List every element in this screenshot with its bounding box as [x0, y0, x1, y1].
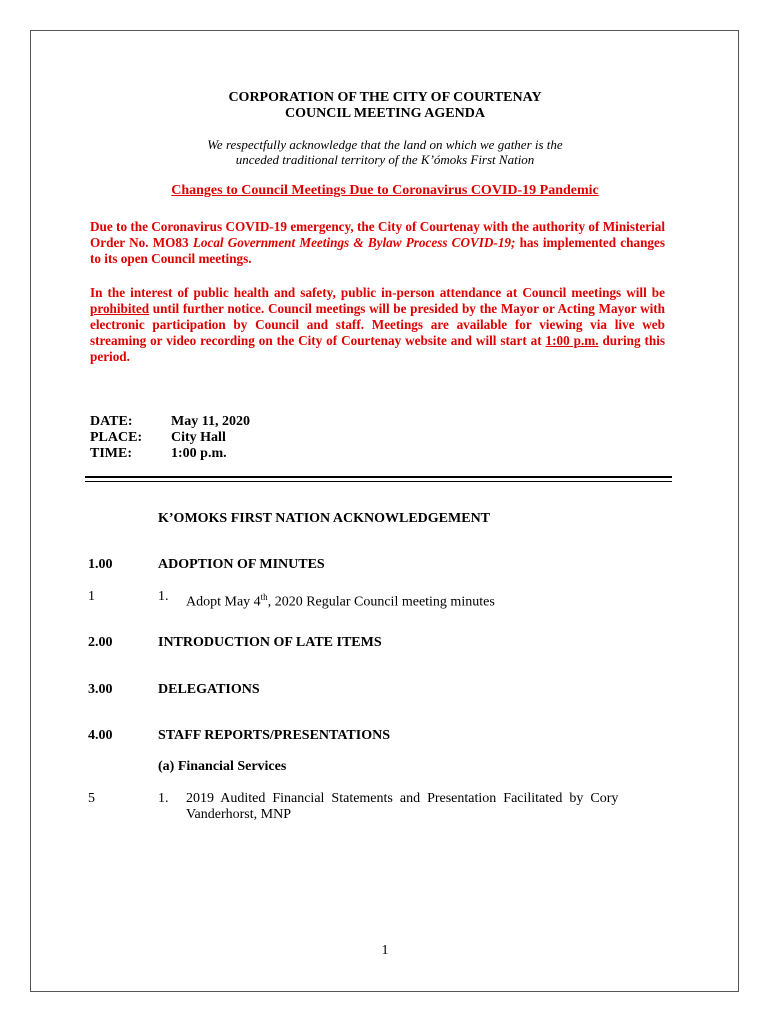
section-title: DELEGATIONS	[158, 682, 260, 697]
section-title: ADOPTION OF MINUTES	[158, 557, 325, 572]
ack-line-1: We respectfully acknowledge that the land on which we gather is the	[207, 137, 563, 152]
minutes-text-before: Adopt May 4	[186, 594, 261, 610]
minutes-text-sup: th	[260, 592, 268, 602]
covid-notice-heading: Changes to Council Meetings Due to Coronavirus COVID-19 Pandemic	[171, 183, 599, 198]
minutes-item-text	[186, 589, 495, 611]
start-time: 1:00 p.m.	[545, 333, 599, 348]
prohibited-word: prohibited	[90, 301, 150, 316]
divider-thin	[85, 481, 672, 482]
meeting-info-values	[171, 414, 250, 462]
section-title: STAFF REPORTS/PRESENTATIONS	[158, 728, 390, 743]
document-title	[0, 90, 770, 122]
place-value: City Hall	[171, 430, 226, 445]
para2-c: during this period.	[90, 333, 666, 364]
page-number: 1	[381, 943, 389, 958]
date-value: May 11, 2020	[171, 414, 250, 429]
financial-item-line-1: 2019 Audited Financial Statements and Presentation Facilitated by Cory	[186, 791, 619, 806]
section-number: 4.00	[88, 728, 113, 743]
header-line-2: COUNCIL MEETING AGENDA	[285, 106, 485, 121]
land-acknowledgement	[0, 137, 770, 167]
para1-start: Due to the Coronavirus COVID-19 emergency, the City of Courtenay with the authority of Ministerial Order No. MO83	[90, 219, 665, 250]
divider-thick	[85, 476, 672, 478]
financial-item-line-2: Vanderhorst, MNP	[186, 807, 291, 822]
time-label: TIME:	[90, 446, 132, 461]
para2-b: until further notice. Council meetings will be presided by the Mayor or Acting Mayor with electronic participation by Council and staff. Meetings are available for viewing via live web streaming or video recording on the City of Courtenay website and will start at	[90, 301, 665, 348]
kfn-acknowledgement-heading: K’OMOKS FIRST NATION ACKNOWLEDGEMENT	[158, 511, 491, 526]
para1-italic: Local Government Meetings & Bylaw Process COVID-19;	[192, 235, 516, 250]
section-number: 3.00	[88, 682, 113, 697]
section-title: INTRODUCTION OF LATE ITEMS	[158, 635, 382, 650]
ack-line-2: unceded traditional territory of the K’ómoks First Nation	[235, 152, 535, 167]
time-value: 1:00 p.m.	[171, 446, 227, 461]
item-page-number: 5	[88, 791, 95, 806]
covid-notice-paragraph-1	[90, 219, 665, 267]
meeting-info-labels	[90, 414, 142, 462]
item-page-number: 1	[88, 589, 95, 604]
minutes-text-after: , 2020 Regular Council meeting minutes	[267, 594, 495, 610]
para1-end: has implemented changes to its open Council meetings.	[90, 235, 665, 266]
para2-a: In the interest of public health and safety, public in-person attendance at Council meetings will be	[90, 285, 665, 300]
covid-notice-paragraph-2	[90, 285, 665, 365]
section-number: 2.00	[88, 635, 113, 650]
minutes-item-number: 1.	[158, 589, 169, 604]
header-line-1: CORPORATION OF THE CITY OF COURTENAY	[228, 90, 542, 105]
date-label: DATE:	[90, 414, 133, 429]
financial-item-number: 1.	[158, 791, 169, 806]
financial-services-subheading: (a) Financial Services	[158, 759, 287, 774]
section-number: 1.00	[88, 557, 113, 572]
place-label: PLACE:	[90, 430, 143, 445]
